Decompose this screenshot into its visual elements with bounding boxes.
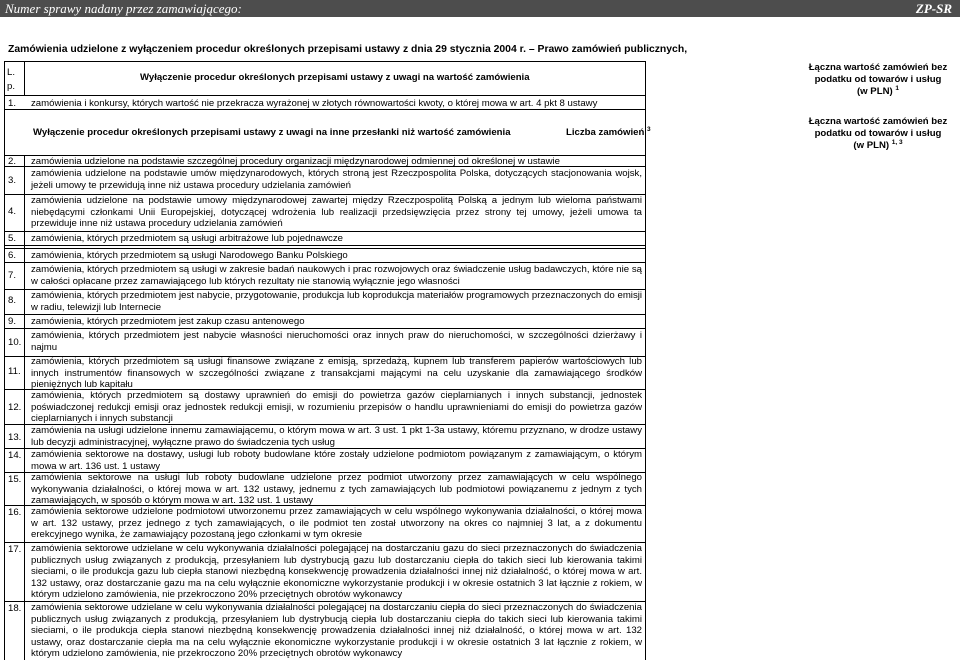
row-text: zamówienia udzielone na podstawie umowy międzynarodowej zawartej między Rzeczpospolitą Polską a jednym lub wieloma państwami niebędącymi członkami Unii Europejskiej, dotyczącej wdrożenia lub realizacji przedsięwzięcia przez strony tej umowy, jeżeli umowa ta przewiduje inne niż ustawa procedury udzielania zamówień (31, 195, 642, 230)
other-exclusion-header: Wyłączenie procedur określonych przepisami ustawy z uwagi na inne przesłanki niż wartość zamówienia (33, 127, 511, 138)
section-title: Zamówienia udzielone z wyłączeniem procedur określonych przepisami ustawy z dnia 29 stycznia 2004 r. – Prawo zamówień publicznych, (8, 44, 688, 55)
row-text: zamówienia sektorowe udzielone podmiotowi utworzonemu przez zamawiających w celu wspólnego wykonywania działalności, o której mowa w art. 132 ustawy, przez jednego z tych zamawiających, o ile podmiot ten został utworzony na okres co najmniej 3 lat, a z dokumentu erekcyjnego wynika, że zamawiający pozostaną jego członkami w tym okresie (31, 506, 642, 541)
row-number: 17. (8, 544, 22, 555)
row-text: zamówienia udzielone na podstawie umów międzynarodowych, których stroną jest Rzeczpospolita Polska, dotyczących stacjonowania wojsk, jeżeli umowy te przewidują inne niż ustawa procedury udzielania zamówień (31, 168, 642, 191)
row-text: zamówienia sektorowe udzielane w celu wykonywania działalności polegającej na dostarczaniu gazu do sieci przeznaczonych do świadczenia publicznych usług związanych z produkcją, przesyłaniem lub dystrybucją gazu lub dostarczaniu ciepła do takich sieci lub kierowania takimi sieciami, o ile produkcja gazu lub ciepła stanowi niezbędną konsekwencję prowadzenia działalności innej niż działalność, o której mowa w art. 132 ustawy, oraz dostarczanie gazu ma na celu wyłącznie ekonomiczne wykorzystanie produkcji i w okresie ostatnich 3 lat łącznie z rokiem, w którym udzielono zamówienia, nie przekroczono 20% przeciętnych obrotów wykonawcy (31, 543, 642, 601)
lp-label: L. p. (7, 67, 16, 92)
case-code: ZP-SR (915, 1, 952, 16)
row-text: zamówienia, których przedmiotem są dostawy uprawnień do emisji do powietrza gazów cieplarnianych i innych substancji, jednostek poświadczonej redukcji emisji oraz jednostek redukcji emisji, w rozumieniu przepisów o handlu uprawnieniami do emisji do powietrza gazów cieplarnianych i innych substancji (31, 390, 642, 425)
case-number-label: Numer sprawy nadany przez zamawiającego: (5, 1, 242, 16)
row-number: 12. (8, 402, 22, 413)
row-text: zamówienia, których przedmiotem jest nabycie własności nieruchomości oraz innych praw do nieruchomości, w szczególności dzierżawy i najmu (31, 330, 642, 353)
row-number: 14. (8, 450, 22, 461)
row-number: 7. (8, 270, 17, 281)
row-number: 3. (8, 175, 17, 186)
value-exclusion-header: Wyłączenie procedur określonych przepisami ustawy z uwagi na wartość zamówienia (140, 72, 530, 83)
document-header-bar (0, 0, 960, 17)
row-text: zamówienia, których przedmiotem są usługi arbitrażowe lub pojednawcze (31, 233, 343, 244)
count-header: Liczba zamówień $^3$ (566, 125, 651, 138)
row-number: 11. (8, 366, 21, 377)
row-number: 15. (8, 474, 22, 485)
row-number: 8. (8, 295, 17, 306)
row-text: zamówienia, których przedmiotem są usługi Narodowego Banku Polskiego (31, 250, 348, 261)
row-text: zamówienia sektorowe na dostawy, usługi lub roboty budowlane które zostały udzielone podmiotom powiązanym z zamawiającym, o którym mowa w art. 136 ust. 1 ustawy (31, 449, 642, 472)
row-text: zamówienia, których przedmiotem są usługi finansowe związane z emisją, sprzedażą, kupnem lub transferem papierów wartościowych lub innych instrumentów finansowych w szczególności związane z transakcjami mającymi na celu uzyskanie dla zamawiającego środków pieniężnych lub kapitału (31, 356, 642, 391)
row-number: 9. (8, 316, 17, 327)
row-text: zamówienia, których przedmiotem są usługi w zakresie badań naukowych i prac rozwojowych oraz świadczenie usług badawczych, które nie są w całości opłacane przez zamawiającego lub których rezultaty nie stanowią wyłącznie jego własności (31, 264, 642, 287)
row-text: zamówienia, których przedmiotem jest zakup czasu antenowego (31, 316, 305, 327)
row-number: 6. (8, 250, 17, 261)
row-text: zamówienia sektorowe na usługi lub roboty budowlane udzielone przez podmiot utworzony przez zamawiających w celu wspólnego wykonywania działalności, o której mowa w art. 132 ustawy, jednemu z tych zamawiających lub podmiotowi powiązanemu z jednym z tych zamawiających, w sposób o którym mowa w art. 132 ust. 1 ustawy (31, 472, 642, 507)
row-number: 5. (8, 233, 17, 244)
row-number: 13. (8, 432, 22, 443)
row-number: 16. (8, 507, 22, 518)
row-number: 2. (8, 156, 17, 167)
row-number: 10. (8, 337, 22, 348)
row-text: zamówienia udzielone na podstawie szczególnej procedury organizacji międzynarodowej odmiennej od określonej w ustawie (31, 156, 561, 167)
row-number: 1. (8, 98, 17, 109)
row-text: zamówienia i konkursy, których wartość nie przekracza wyrażonej w złotych równowartości kwoty, o której mowa w art. 4 pkt 8 ustawy (31, 98, 598, 109)
value-total-header: Łączna wartość zamówień bez podatku od towarów i usług (w PLN) $^1$ (808, 62, 948, 97)
row-text: zamówienia sektorowe udzielane w celu wykonywania działalności polegającej na dostarczaniu ciepła do sieci przeznaczonych do świadczenia publicznych usług związanych z produkcją, przesyłaniem lub dystrybucją ciepła lub dostarczaniu ciepła do takich sieci lub kierowania takimi sieciami, o ile produkcja ciepła stanowi niezbędną konsekwencję prowadzenia działalności innej niż działalność, o której mowa w art. 132 ustawy, oraz dostarczanie ciepła ma na celu wyłącznie ekonomiczne wykorzystanie produkcji i w okresie ostatnich 3 lat łącznie z rokiem, w którym udzielono zamówienia, nie przekroczono 20% przeciętnych obrotów wykonawcy (31, 602, 642, 660)
row-number: 4. (8, 206, 17, 217)
row-text: zamówienia, których przedmiotem jest nabycie, przygotowanie, produkcja lub koprodukcja materiałów programowych przeznaczonych do emisji w radiu, telewizji lub Internecie (31, 290, 642, 313)
value-total-header-2: Łączna wartość zamówień bez podatku od towarów i usług (w PLN) $^{1, 3}$ (808, 116, 948, 151)
row-text: zamówienia na usługi udzielone innemu zamawiającemu, o którym mowa w art. 3 ust. 1 pkt 1-3a ustawy, któremu przyznano, w drodze ustawy lub decyzji administracyjnej, wyłączne prawo do świadczenia tych usług (31, 425, 642, 448)
row-number: 18. (8, 603, 22, 614)
